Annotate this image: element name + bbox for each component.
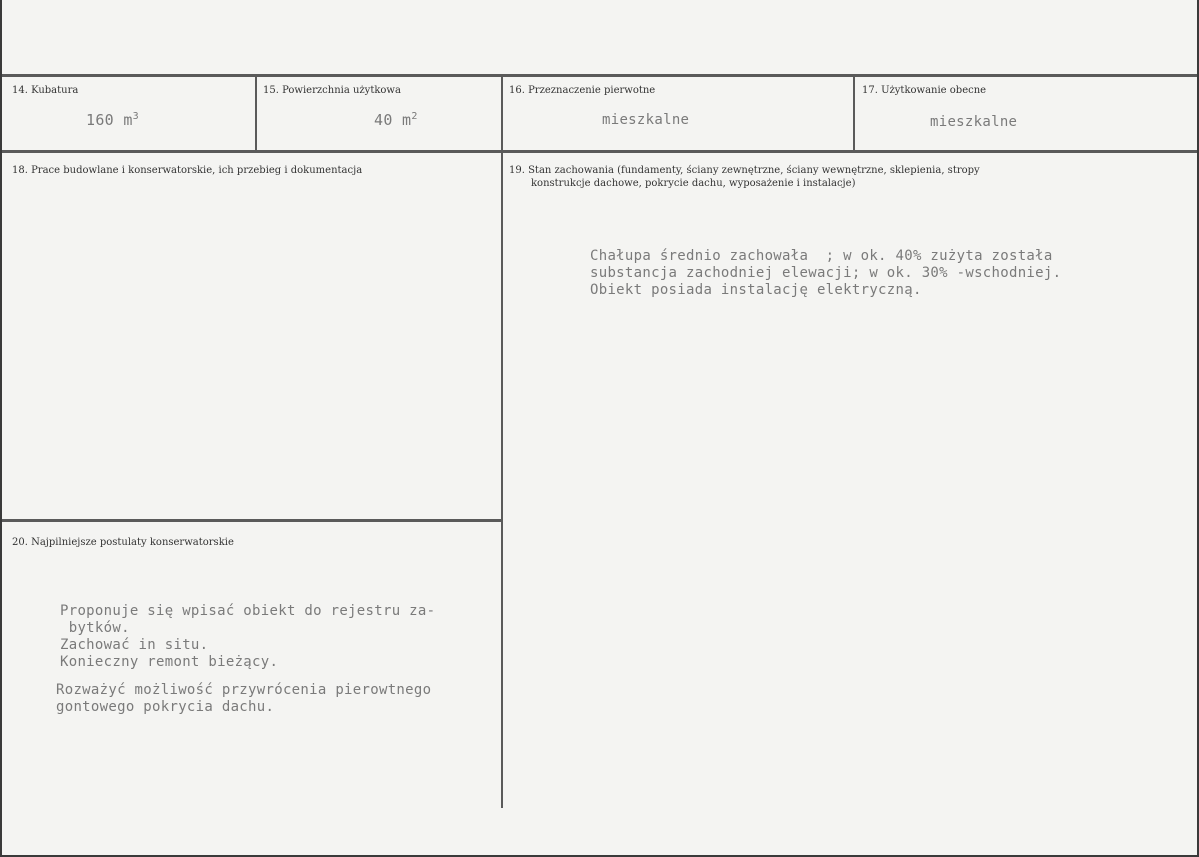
postulaty-text — [60, 586, 435, 671]
section18-bottom-rule — [2, 519, 502, 522]
uzytkowanie-label: 17. Użytkowanie obecne — [862, 85, 987, 96]
postulaty-text-line: Proponuje się wpisać obiekt do rejestru za- — [60, 603, 436, 619]
stan-label-line2: konstrukcje dachowe, pokrycie dachu, wyposażenie i instalacje) — [531, 178, 856, 189]
row1-bottom-rule — [2, 150, 1197, 153]
kubatura-label: 14. Kubatura — [12, 85, 79, 96]
stan-text-line: substancja zachodniej elewacji; w ok. 30% -wschodniej. — [590, 265, 1062, 281]
top-rule — [2, 74, 1197, 77]
stan-label-line1: 19. Stan zachowania (fundamenty, ściany zewnętrzne, ściany wewnętrzne, sklepienia, stropy — [509, 165, 980, 176]
postulaty-label: 20. Najpilniejsze postulaty konserwatorskie — [12, 537, 234, 548]
przeznaczenie-label: 16. Przeznaczenie pierwotne — [509, 85, 656, 96]
postulaty-text-2 — [56, 665, 431, 716]
postulaty-text-line: bytków. — [60, 620, 130, 636]
postulaty-text-line: Rozważyć możliwość przywrócenia pierowtnego — [56, 682, 432, 698]
divider-15-16 — [501, 76, 503, 808]
powierzchnia-value: 40 $m^2$ — [374, 111, 418, 129]
postulaty-text-line: Konieczny remont bieżący. — [60, 654, 279, 670]
prace-label: 18. Prace budowlane i konserwatorskie, ich przebieg i dokumentacja — [12, 165, 363, 176]
kubatura-value: 160 $m^3$ — [86, 111, 139, 129]
stan-text-line: Obiekt posiada instalację elektryczną. — [590, 282, 922, 298]
stan-text — [590, 231, 1061, 299]
przeznaczenie-value: mieszkalne — [602, 112, 690, 128]
uzytkowanie-value: mieszkalne — [930, 114, 1018, 130]
divider-16-17 — [853, 76, 855, 152]
divider-14-15 — [255, 76, 257, 152]
stan-text-line: Chałupa średnio zachowała ; w ok. 40% zużyta została — [590, 248, 1053, 264]
powierzchnia-label: 15. Powierzchnia użytkowa — [263, 85, 401, 96]
postulaty-text-line: gontowego pokrycia dachu. — [56, 699, 275, 715]
postulaty-text-line: Zachować in situ. — [60, 637, 209, 653]
